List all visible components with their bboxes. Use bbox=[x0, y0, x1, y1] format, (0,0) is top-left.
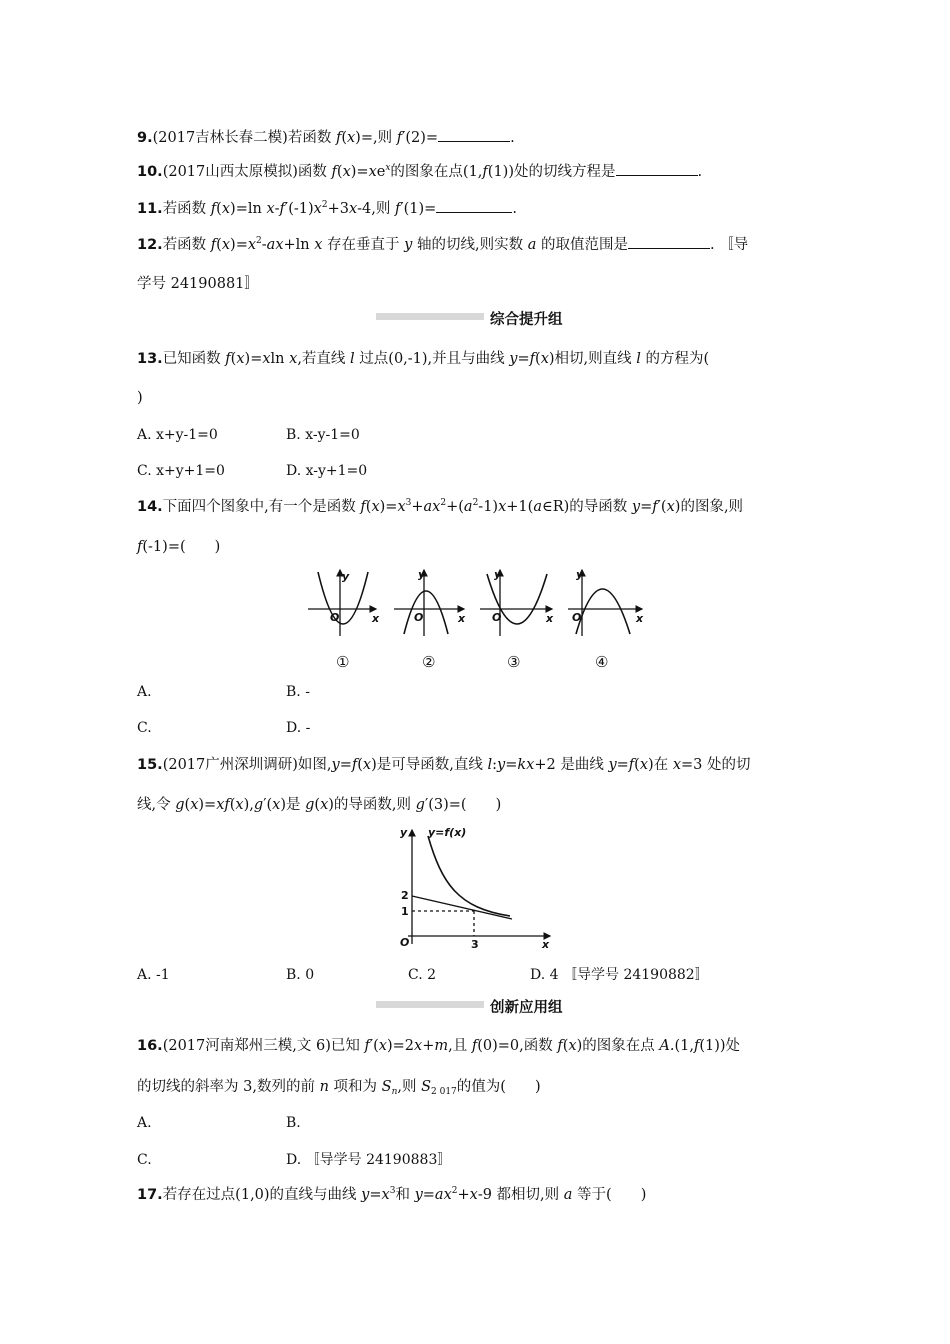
graph-2-label: ② bbox=[422, 653, 436, 670]
graph-1-origin: O bbox=[330, 611, 340, 624]
graph-1-label: ① bbox=[336, 653, 350, 670]
question-number: 9. bbox=[137, 130, 153, 146]
question-10: 10.(2017山西太原模拟)函数 $f(x)=xe^x$的图象在点(1,f(1))处的切线方程是 . bbox=[137, 163, 703, 180]
option-c[interactable]: C. bbox=[137, 720, 152, 736]
answer-blank[interactable] bbox=[436, 200, 512, 213]
graph-3-origin: O bbox=[492, 611, 502, 624]
question-11: 11.若函数 f(x)=ln $x-f'(-1)x^2+3x-4$,则 f′(1)= . bbox=[137, 200, 517, 217]
graph-4-label: ④ bbox=[595, 653, 609, 670]
option-a[interactable]: A. bbox=[137, 1115, 152, 1131]
graph-4-y-label: y bbox=[576, 568, 584, 581]
question-number: 13. bbox=[137, 351, 163, 367]
question-13: 13.已知函数 f(x)=xln x,若直线 l 过点(0,-1),并且与曲线 y=f(x)相切,则直线 l 的方程为( bbox=[137, 351, 710, 367]
answer-blank[interactable] bbox=[616, 163, 698, 176]
option-d[interactable]: D. x-y+1=0 bbox=[286, 463, 368, 479]
graph-2-y-label: y bbox=[418, 568, 426, 581]
fig-x-label: x bbox=[542, 938, 550, 951]
option-c[interactable]: C. bbox=[137, 1152, 152, 1168]
question-14: 14.下面四个图象中,有一个是函数 $f(x)=x^3+ax^2+(a^2-1)x+1(a\in R)$的导函数 y=f′(x)的图象,则 bbox=[137, 498, 744, 515]
question-number: 10. bbox=[137, 164, 163, 180]
graph-4-x-label: x bbox=[636, 612, 644, 625]
option-c[interactable]: C. x+y+1=0 bbox=[137, 463, 225, 479]
guide-ref: 〚导学号 24190883〛 bbox=[305, 1152, 452, 1168]
graph-3-label: ③ bbox=[507, 653, 521, 670]
question-15: 15.(2017广州深圳调研)如图,y=f(x)是可导函数,直线 l:y=kx+2 是曲线 y=f(x)在 x=3 处的切 bbox=[137, 757, 751, 773]
option-a[interactable]: A. x+y-1=0 bbox=[137, 427, 218, 443]
graph-2 bbox=[394, 570, 464, 636]
question-13-close: ) bbox=[137, 390, 143, 406]
option-b[interactable]: B. bbox=[286, 1115, 301, 1131]
question-number: 15. bbox=[137, 757, 163, 773]
derivative-graphs-figure bbox=[300, 566, 650, 670]
question-15-line2: 线,令 g(x)=xf(x),g′(x)是 g(x)的导函数,则 g′(3)=( ) bbox=[137, 797, 502, 813]
section-title: 创新应用组 bbox=[490, 1000, 563, 1016]
question-number: 11. bbox=[137, 201, 163, 217]
answer-blank[interactable] bbox=[628, 236, 710, 249]
graph-2-x-label: x bbox=[458, 612, 466, 625]
question-14-line2: f(-1)=( ) bbox=[137, 539, 221, 555]
guide-ref: 〚导 bbox=[719, 237, 749, 253]
fig-origin: O bbox=[400, 936, 410, 949]
option-b[interactable]: B. - bbox=[286, 684, 310, 700]
guide-ref: 学号 24190881〛 bbox=[137, 276, 259, 292]
option-a[interactable]: A. bbox=[137, 684, 152, 700]
curve-f bbox=[428, 836, 510, 916]
answer-blank[interactable] bbox=[438, 129, 510, 142]
section-divider-bar bbox=[376, 1001, 484, 1008]
question-17: 17.若存在过点(1,0)的直线与曲线 $y=x^3$和 $y=ax^2+x-9$ 都相切,则 a 等于( ) bbox=[137, 1186, 647, 1203]
question-number: 17. bbox=[137, 1187, 163, 1203]
graph-2-origin: O bbox=[414, 611, 424, 624]
fig-tick-3: 3 bbox=[471, 938, 479, 951]
question-16: 16.(2017河南郑州三模,文 6)已知 f′(x)=2x+m,且 f(0)=0,函数 f(x)的图象在点 A.(1,f(1))处 bbox=[137, 1038, 741, 1054]
question-9: 9.(2017吉林长春二模)若函数 f(x)=,则 f′(2)= . bbox=[137, 130, 515, 146]
option-b[interactable]: B. x-y-1=0 bbox=[286, 427, 360, 443]
question-12-line2 bbox=[137, 274, 259, 294]
graph-3-x-label: x bbox=[546, 612, 554, 625]
fig-curve-label: y=f(x) bbox=[428, 826, 467, 839]
option-b[interactable]: B. 0 bbox=[286, 967, 315, 983]
question-12: 12.若函数 $f(x)=x^2-ax+\ln$ x 存在垂直于 y 轴的切线,则实数 a 的取值范围是 . 〚导 bbox=[137, 236, 749, 253]
graph-1-y-label: y bbox=[342, 570, 350, 583]
guide-ref: 〚导学号 24190882〛 bbox=[563, 967, 709, 983]
option-a[interactable]: A. -1 bbox=[137, 967, 170, 983]
option-c[interactable]: C. 2 bbox=[408, 967, 437, 983]
graph-4-origin: O bbox=[572, 611, 582, 624]
tangent-line bbox=[412, 896, 512, 919]
question-number: 12. bbox=[137, 237, 163, 253]
question-number: 14. bbox=[137, 499, 163, 515]
fig-tick-1: 1 bbox=[401, 905, 409, 918]
fig-tick-2: 2 bbox=[401, 889, 409, 902]
tangent-line-figure bbox=[392, 824, 562, 954]
section-title: 综合提升组 bbox=[490, 312, 563, 328]
question-16-line2: 的切线的斜率为 3,数列的前 n 项和为 $S_n$,则 $S_{2 017}$的值为( ) bbox=[137, 1079, 541, 1097]
graph-1-x-label: x bbox=[372, 612, 380, 625]
option-d[interactable]: D. - bbox=[286, 720, 311, 736]
graph-3 bbox=[480, 570, 552, 636]
question-number: 16. bbox=[137, 1038, 163, 1054]
option-d[interactable]: D. 4 〚导学号 24190882〛 bbox=[530, 967, 709, 983]
section-divider-bar bbox=[376, 313, 484, 320]
graph-3-y-label: y bbox=[494, 568, 502, 581]
option-d[interactable]: D. 〚导学号 24190883〛 bbox=[286, 1152, 452, 1168]
fig-y-label: y bbox=[400, 826, 408, 839]
